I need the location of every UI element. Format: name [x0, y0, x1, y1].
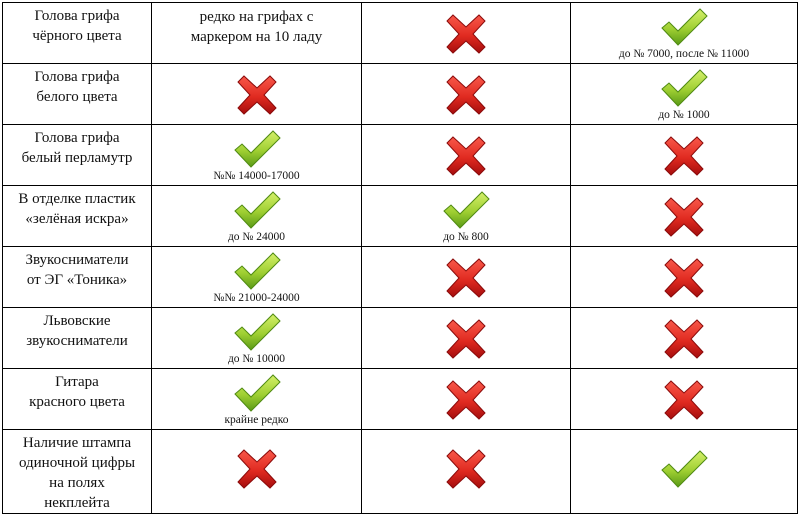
status-cell: [362, 430, 571, 514]
cross-icon: [446, 319, 486, 364]
table-row: [3, 186, 798, 247]
table-row: [3, 247, 798, 308]
feature-cell: [3, 369, 152, 430]
cross-icon: [664, 197, 704, 242]
cell-note: до № 24000: [227, 231, 286, 243]
table-row: [3, 369, 798, 430]
cross-icon: [446, 449, 486, 494]
cross-icon: [446, 380, 486, 425]
table-row: [3, 308, 798, 369]
feature-cell: [3, 308, 152, 369]
status-cell: [152, 64, 362, 125]
feature-cell: [3, 3, 152, 64]
cell-note: до № 1000: [658, 109, 710, 121]
features-table: [2, 2, 798, 514]
cell-note: до № 800: [443, 231, 489, 243]
feature-label: Голова грифа белый перламутр: [21, 130, 133, 166]
status-cell: [571, 186, 798, 247]
check-icon: [232, 311, 282, 358]
status-cell: [571, 247, 798, 308]
status-cell: [152, 430, 362, 514]
cross-icon: [446, 14, 486, 59]
check-icon: [232, 128, 282, 175]
status-cell: [362, 3, 571, 64]
cell-note: до № 7000, после № 11000: [618, 48, 750, 60]
check-icon: [659, 67, 709, 114]
feature-label: Голова грифа белого цвета: [34, 69, 120, 105]
status-cell: [571, 369, 798, 430]
check-icon: [232, 372, 282, 419]
cross-icon: [446, 258, 486, 303]
cross-icon: [664, 380, 704, 425]
check-icon: [441, 189, 491, 236]
cross-icon: [446, 75, 486, 120]
cross-icon: [664, 319, 704, 364]
table-row: [3, 3, 798, 64]
feature-cell: [3, 64, 152, 125]
status-cell: [571, 3, 798, 64]
feature-cell: [3, 125, 152, 186]
feature-label: Звукосниматели от ЭГ «Тоника»: [25, 252, 129, 288]
status-cell: [152, 186, 362, 247]
cell-note: до № 10000: [227, 353, 286, 365]
table-row: [3, 64, 798, 125]
status-cell: [362, 64, 571, 125]
check-icon: [659, 6, 709, 53]
status-cell: [152, 247, 362, 308]
status-cell: [152, 125, 362, 186]
cell-note: крайне редко: [224, 414, 289, 426]
cross-icon: [446, 136, 486, 181]
features-table-body: [3, 3, 798, 514]
table-row: [3, 125, 798, 186]
status-cell: [571, 430, 798, 514]
status-cell: [571, 125, 798, 186]
feature-label: В отделке пластик «зелёная искра»: [18, 191, 136, 227]
cell-note: №№ 14000-17000: [213, 170, 300, 182]
status-cell: [571, 308, 798, 369]
cell-note: №№ 21000-24000: [213, 292, 300, 304]
status-cell: [571, 64, 798, 125]
feature-label: Львовские звукосниматели: [26, 313, 128, 349]
check-icon: [232, 189, 282, 236]
feature-label: Гитара красного цвета: [29, 374, 125, 410]
cell-text: редко на грифах с маркером на 10 ладу: [190, 9, 323, 45]
feature-cell: [3, 430, 152, 514]
status-cell: [362, 186, 571, 247]
cross-icon: [664, 136, 704, 181]
status-cell: [152, 3, 362, 64]
feature-label: Голова грифа чёрного цвета: [32, 8, 122, 44]
cross-icon: [237, 449, 277, 494]
table-row: [3, 430, 798, 514]
status-cell: [362, 125, 571, 186]
check-icon: [659, 448, 709, 495]
feature-label: Наличие штампа одиночной цифры на полях некплейта: [18, 435, 136, 511]
cross-icon: [664, 258, 704, 303]
cross-icon: [237, 75, 277, 120]
feature-cell: [3, 247, 152, 308]
status-cell: [362, 369, 571, 430]
check-icon: [232, 250, 282, 297]
status-cell: [152, 308, 362, 369]
status-cell: [152, 369, 362, 430]
feature-cell: [3, 186, 152, 247]
status-cell: [362, 247, 571, 308]
status-cell: [362, 308, 571, 369]
